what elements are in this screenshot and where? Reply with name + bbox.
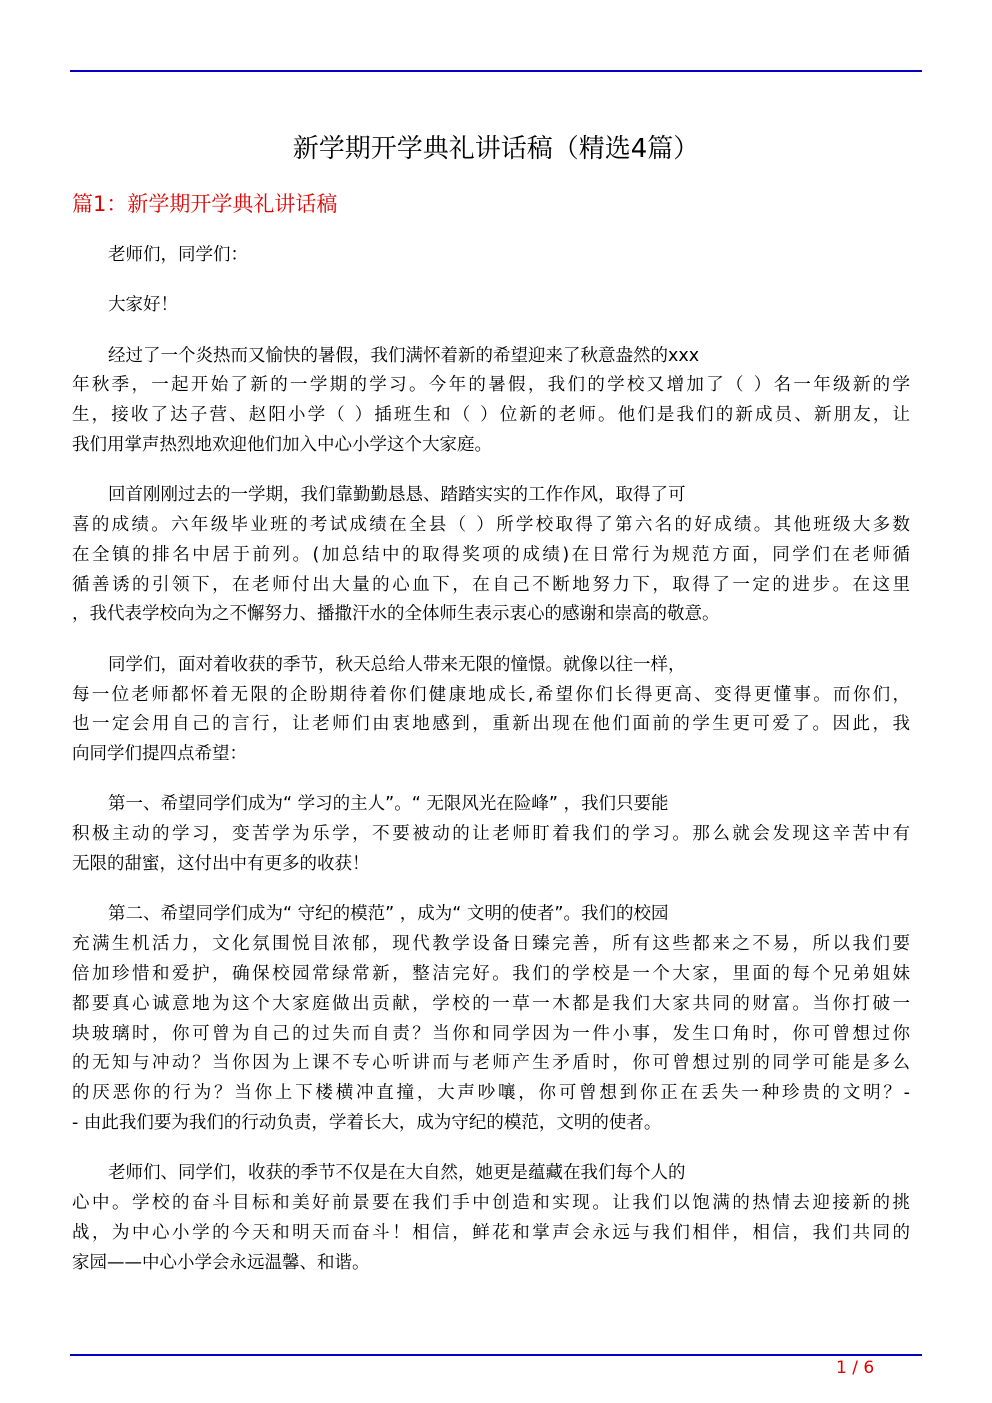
paragraph: [72, 651, 910, 770]
text-line: 大家好！: [108, 295, 178, 316]
text-line: 回首刚刚过去的一学期，我们靠勤勤恳恳、踏踏实实的工作作风，取得了可: [108, 485, 686, 506]
paragraph: [72, 481, 910, 630]
document-body: [72, 241, 910, 1299]
text-line: 老师们、同学们，收获的季节不仅是在大自然，她更是蕴藏在我们每个人的: [108, 1163, 686, 1184]
paragraph: [72, 790, 910, 879]
paragraph: [72, 1159, 910, 1278]
text-line: 战，为中心小学的今天和明天而奋斗！相信，鲜花和掌声会永远与我们相伴，相信，我们共同的: [72, 1222, 910, 1243]
text-line: - 由此我们要为我们的行动负责，学着长大，成为守纪的模范，文明的使者。: [72, 1112, 662, 1133]
text-line: 生，接收了达子营、赵阳小学（ ）插班生和（ ）位新的老师。他们是我们的新成员、新朋友，让: [72, 405, 910, 426]
text-line: 倍加珍惜和爱护，确保校园常绿常新，整洁完好。我们的学校是一个大家，里面的每个兄弟姐妹: [72, 963, 910, 984]
text-line: 年秋季，一起开始了新的一学期的学习。今年的暑假，我们的学校又增加了（ ）名一年级新的学: [72, 375, 910, 396]
footer-rule: [70, 1354, 922, 1356]
header-rule: [70, 70, 922, 72]
text-line: ，我代表学校向为之不懈努力、播撒汗水的全体师生表示衷心的感谢和崇高的敬意。: [72, 604, 720, 625]
text-line: 循善诱的引领下，在老师付出大量的心血下，在自己不断地努力下，取得了一定的进步。在这里: [72, 574, 910, 595]
text-line: 家园——中心小学会永远温馨、和谐。: [72, 1252, 370, 1273]
text-line: 老师们，同学们：: [108, 245, 248, 265]
text-line: 也一定会用自己的言行，让老师们由衷地感到，重新出现在他们面前的学生更可爱了。因此，我: [72, 714, 910, 735]
text-line: 的无知与冲动？当你因为上课不专心听讲而与老师产生矛盾时，你可曾想过别的同学可能是多么: [72, 1053, 910, 1074]
text-line: 无限的甜蜜，这付出中有更多的收获！: [72, 854, 370, 875]
text-line: 经过了一个炎热而又愉快的暑假，我们满怀着新的希望迎来了秋意盎然的xxx: [108, 345, 700, 366]
text-line: 喜的成绩。六年级毕业班的考试成绩在全县（ ）所学校取得了第六名的好成绩。其他班级大多数: [72, 515, 910, 536]
text-line: 每一位老师都怀着无限的企盼期待着你们健康地成长,希望你们长得更高、变得更懂事。而你们，: [72, 684, 910, 705]
text-line: 第二、希望同学们成为“ 守纪的模范” ，成为“ 文明的使者”。我们的校园: [108, 904, 669, 925]
text-line: 的厌恶你的行为？当你上下楼横冲直撞，大声吵嚷，你可曾想到你正在丢失一种珍贵的文明？-: [72, 1083, 910, 1104]
text-line: 我们用掌声热烈地欢迎他们加入中心小学这个大家庭。: [72, 434, 492, 455]
text-line: 在全镇的排名中居于前列。(加总结中的取得奖项的成绩)在日常行为规范方面，同学们在老师循: [72, 544, 910, 565]
text-line: 第一、希望同学们成为“ 学习的主人”。“ 无限风光在险峰” ，我们只要能: [108, 794, 669, 815]
paragraph: [72, 241, 910, 271]
document-title: 新学期开学典礼讲话稿（精选4篇）: [292, 134, 700, 164]
page-number: 1 / 6: [836, 1358, 875, 1378]
text-line: 积极主动的学习，变苦学为乐学，不要被动的让老师盯着我们的学习。那么就会发现这辛苦中有: [72, 824, 910, 845]
paragraph: [72, 342, 910, 461]
text-line: 都要真心诚意地为这个大家庭做出贡献，学校的一草一木都是我们大家共同的财富。当你打破一: [72, 993, 910, 1014]
paragraph: [72, 291, 910, 321]
text-line: 块玻璃时，你可曾为自己的过失而自责？当你和同学因为一件小事，发生口角时，你可曾想过你: [72, 1023, 910, 1044]
text-line: 同学们，面对着收获的季节，秋天总给人带来无限的憧憬。就像以往一样，: [108, 654, 686, 675]
text-line: 充满生机活力，文化氛围悦目浓郁，现代教学设备日臻完善，所有这些都来之不易，所以我们要: [72, 934, 910, 955]
text-line: 向同学们提四点希望：: [72, 744, 247, 765]
text-line: 心中。学校的奋斗目标和美好前景要在我们手中创造和实现。让我们以饱满的热情去迎接新的挑: [72, 1193, 910, 1214]
section-heading: 篇1：新学期开学典礼讲话稿: [72, 192, 338, 216]
paragraph: [72, 900, 910, 1138]
